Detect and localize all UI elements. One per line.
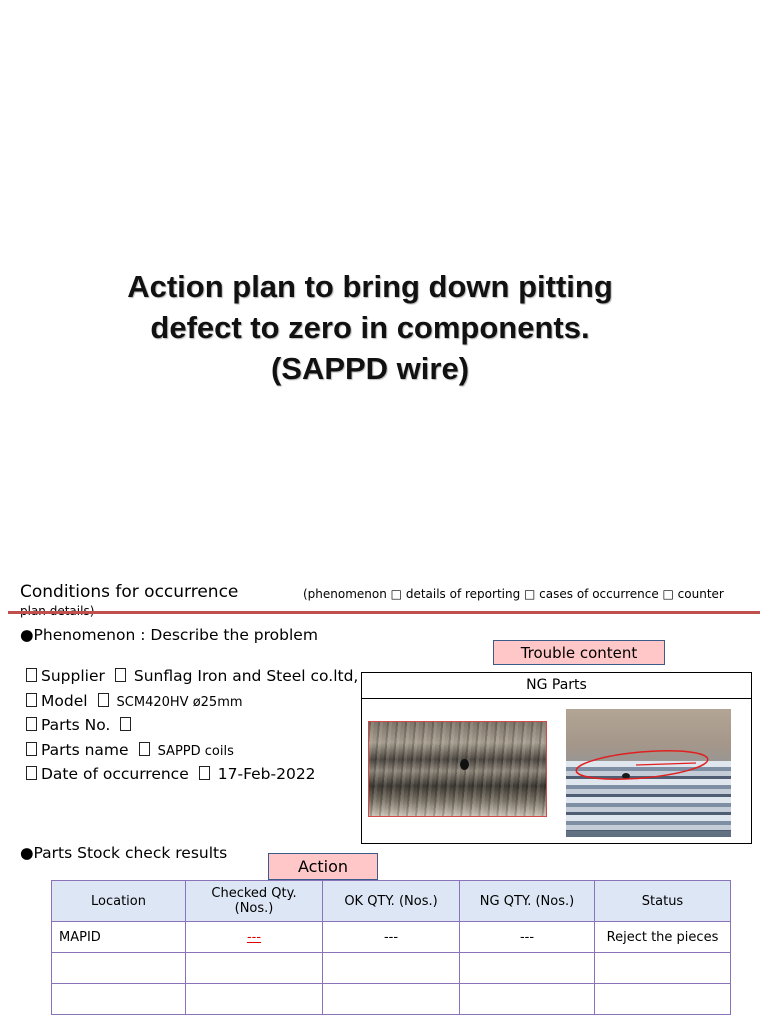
stock-check-heading: ●Parts Stock check results [20, 844, 228, 862]
supplier-value: Sunflag Iron and Steel co.ltd, [133, 667, 359, 685]
cell-ok-qty [323, 953, 460, 984]
checkbox-icon [120, 717, 131, 731]
checkbox-icon [26, 742, 37, 756]
info-row-model [26, 689, 358, 714]
ng-part-photo-shaft [566, 709, 731, 837]
cell-status [595, 953, 731, 984]
section-divider [8, 611, 760, 614]
cell-location: MAPID [52, 922, 186, 953]
column-header-ok-qty: OK QTY. (Nos.) [323, 881, 460, 922]
conditions-heading: Conditions for occurrence [20, 582, 239, 602]
parts-name-label: Parts name [41, 740, 129, 759]
title-line-1: Action plan to bring down pitting [127, 269, 613, 304]
table-row [52, 922, 731, 953]
phenomenon-line: ●Phenomenon : Describe the problem [20, 626, 318, 644]
checkbox-icon [26, 717, 37, 731]
trouble-content-label: Trouble content [493, 640, 665, 665]
date-label: Date of occurrence [41, 765, 189, 783]
pitting-defect-mark [460, 759, 469, 770]
checkbox-icon [199, 766, 210, 780]
checkbox-icon [26, 668, 37, 682]
column-header-location: Location [52, 881, 186, 922]
model-label: Model [41, 691, 88, 710]
cell-status: Reject the pieces [595, 922, 731, 953]
stock-check-table [51, 880, 731, 1015]
table-row [52, 953, 731, 984]
cell-checked-qty [186, 984, 323, 1015]
slide-title [60, 266, 680, 389]
info-row-date [26, 762, 358, 787]
cell-location [52, 984, 186, 1015]
table-header-row [52, 881, 731, 922]
checkbox-icon [26, 766, 37, 780]
info-row-parts-name [26, 738, 358, 763]
date-value: 17-Feb-2022 [217, 765, 316, 783]
cell-ok-qty: --- [323, 922, 460, 953]
title-line-3: (SAPPD wire) [270, 351, 470, 386]
conditions-subtitle-line-1: (phenomenon □ details of reporting □ cases of occurrence □ counter [303, 587, 724, 601]
checkbox-icon [26, 693, 37, 707]
ng-part-photo-closeup [368, 721, 547, 817]
column-header-checked-qty: Checked Qty. (Nos.) [186, 881, 323, 922]
cell-status [595, 984, 731, 1015]
action-label: Action [268, 853, 378, 880]
checkbox-icon [98, 693, 109, 707]
column-header-status: Status [595, 881, 731, 922]
cell-ng-qty: --- [460, 922, 595, 953]
parts-no-label: Parts No. [41, 716, 111, 734]
checkbox-icon [139, 742, 150, 756]
parts-name-value: SAPPD coils [157, 743, 234, 759]
occurrence-info-list [26, 664, 358, 787]
defect-highlight-ellipse [566, 709, 731, 837]
cell-checked-qty [186, 953, 323, 984]
cell-ok-qty [323, 984, 460, 1015]
model-value: SCM420HV ø25mm [116, 694, 243, 710]
cell-checked-qty: --- [186, 922, 323, 953]
info-row-parts-no [26, 713, 358, 738]
supplier-label: Supplier [41, 667, 105, 685]
cell-ng-qty [460, 953, 595, 984]
title-line-2: defect to zero in components. [150, 310, 590, 345]
checkbox-icon [115, 668, 126, 682]
column-header-ng-qty: NG QTY. (Nos.) [460, 881, 595, 922]
cell-ng-qty [460, 984, 595, 1015]
ng-parts-header: NG Parts [362, 673, 751, 699]
table-row [52, 984, 731, 1015]
info-row-supplier [26, 664, 358, 689]
cell-location [52, 953, 186, 984]
